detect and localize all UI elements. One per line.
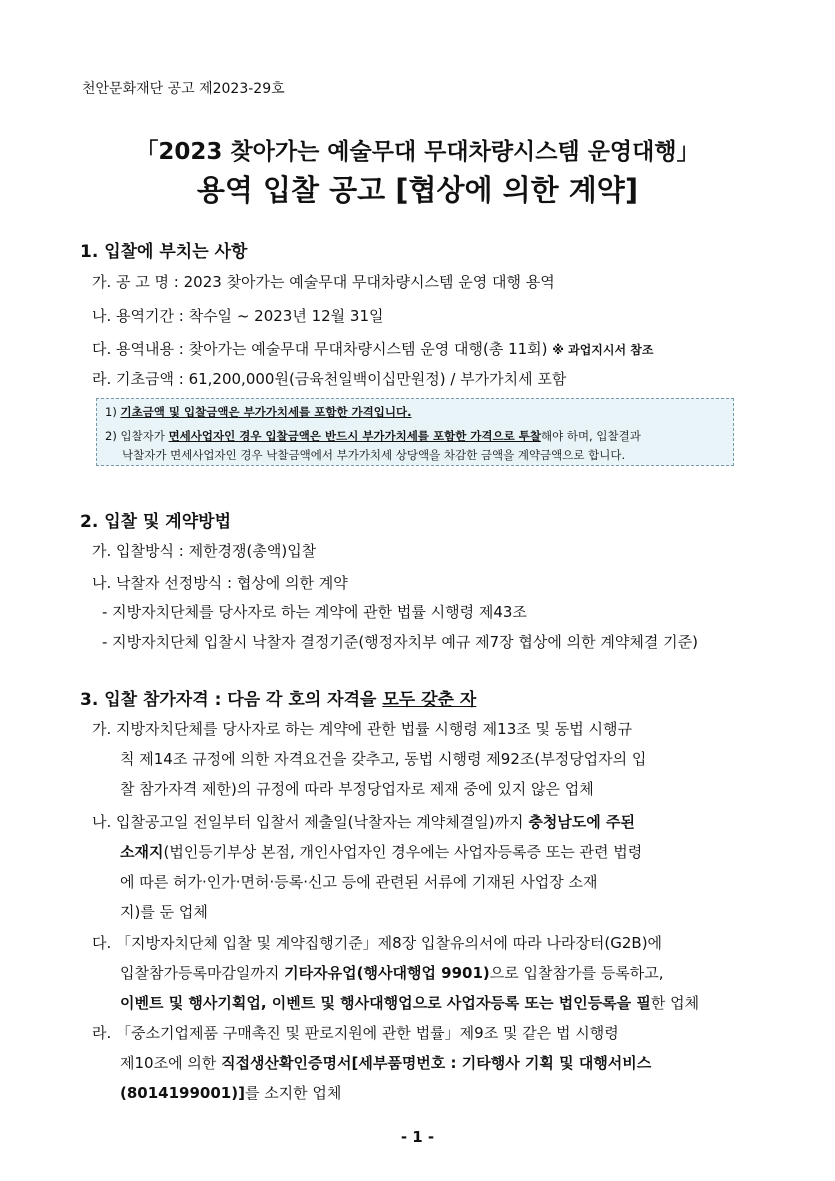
da-line3-text: 한 업체 [650,994,700,1012]
section1-item-na: 나. 용역기간 : 착수일 ~ 2023년 12월 31일 [92,307,384,325]
section3-na-line3: 에 따른 허가·인가·면허·등록·신고 등에 관련된 서류에 기재된 사업장 소재 [120,873,598,891]
section3-ra-line1: 라. 「중소기업제품 구매촉진 및 판로지원에 관한 법률」제9조 및 같은 법 시행령 [92,1024,619,1042]
section2-dash-1: - 지방자치단체를 당사자로 하는 계약에 관한 법률 시행령 제43조 [102,603,527,621]
notice-number: 천안문화재단 공고 제2023-29호 [82,81,285,97]
section2-heading: 2. 입찰 및 계약방법 [80,512,231,532]
document-title-line1: 「2023 찾아가는 예술무대 무대차량시스템 운영대행」 [135,139,700,165]
box-note-1-text: 기초금액 및 입찰금액은 부가가치세를 포함한 가격입니다. [120,405,412,419]
box-note-2 [105,428,641,444]
box-note-1-number: 1) [105,405,117,419]
section3-ga-line2: 칙 제14조 규정에 의한 자격요건을 갖추고, 동법 시행령 제92조(부정당업자의 입 [120,750,647,768]
section3-na-line4: 지)를 둔 업체 [120,903,208,921]
section1-item-ga: 가. 공 고 명 : 2023 찾아가는 예술무대 무대차량시스템 운영 대행 용역 [92,273,555,291]
section3-ga-line1: 가. 지방자치단체를 당사자로 하는 계약에 관한 법률 시행령 제13조 및 동법 시행규 [92,720,632,738]
section3-na-line1 [92,811,635,832]
section3-ra-line3 [120,1082,341,1103]
box-note-1 [105,404,411,420]
section3-heading-text: 3. 입찰 참가자격 : 다음 각 호의 자격을 [80,690,383,710]
section3-ga-line3: 찰 참가자격 제한)의 규정에 따라 부정당업자로 제재 중에 있지 않은 업체 [120,780,594,798]
box-note-2-line2: 낙찰자가 면세사업자인 경우 낙찰금액에서 부가가치세 상당액을 차감한 금액을 계약금액으로 합니다. [122,448,626,462]
ra-line2-emphasis: 직접생산확인증명서[세부품명번호 : 기타행사 기획 및 대행서비스 [221,1054,652,1072]
box-note-2-c: 해야 하며, 입찰결과 [540,429,641,443]
section3-da-line3 [120,992,699,1013]
section1-item-da [92,338,653,359]
box-note-2-emphasis: 면세사업자인 경우 입찰금액은 반드시 부가가치세를 포함한 가격으로 투찰 [168,429,541,443]
section3-heading [80,685,476,710]
section3-heading-emphasis: 모두 갖춘 자 [382,690,477,710]
section1-item-ra: 라. 기초금액 : 61,200,000원(금육천일백이십만원정) / 부가가치세 포함 [92,370,567,388]
document-title-line2: 용역 입찰 공고 [협상에 의한 계약] [196,173,639,207]
da-line3-emphasis: 이벤트 및 행사기획업, 이벤트 및 행사대행업으로 사업자등록 또는 법인등록을 필 [120,994,651,1012]
da-line2-text-c: 으로 입찰참가를 등록하고, [489,964,664,982]
section2-item-na: 나. 낙찰자 선정방식 : 협상에 의한 계약 [92,574,348,592]
da-line2-emphasis: 기타자유업(행사대행업 9901) [284,964,490,982]
page-number: - 1 - [400,1128,435,1146]
na-line2-emphasis: 소재지 [120,843,164,861]
section2-dash-2: - 지방자치단체 입찰시 낙찰자 결정기준(행정자치부 예규 제7장 협상에 의한 계약체결 기준) [102,633,698,651]
na-line1-emphasis: 충청남도에 주된 [528,813,635,831]
box-note-2-number: 2) [105,429,117,443]
section3-na-line2 [120,841,642,862]
notice-box [96,398,734,466]
section3-da-line1: 다. 「지방자치단체 입찰 및 계약집행기준」제8장 입찰유의서에 따라 나라장터(G2B)에 [92,934,663,952]
box-note-2-a: 입찰자가 [120,429,169,443]
section3-da-line2 [120,962,663,983]
section1-heading: 1. 입찰에 부치는 사항 [80,242,248,262]
na-line2-text: (법인등기부상 본점, 개인사업자인 경우에는 사업자등록증 또는 관련 법령 [163,843,643,861]
na-line1-text: 나. 입찰공고일 전일부터 입찰서 제출일(낙찰자는 계약체결일)까지 [92,813,529,831]
ra-line2-text: 제10조에 의한 [120,1054,222,1072]
item-da-text: 다. 용역내용 : 찾아가는 예술무대 무대차량시스템 운영 대행(총 11회) [92,340,548,358]
ra-line3-emphasis: (8014199001)] [120,1084,245,1102]
section2-item-ga: 가. 입찰방식 : 제한경쟁(총액)입찰 [92,542,317,560]
item-da-note: ※ 과업지시서 참조 [552,343,654,357]
ra-line3-text: 를 소지한 업체 [244,1084,342,1102]
da-line2-text-a: 입찰참가등록마감일까지 [120,964,285,982]
section3-ra-line2 [120,1052,651,1073]
